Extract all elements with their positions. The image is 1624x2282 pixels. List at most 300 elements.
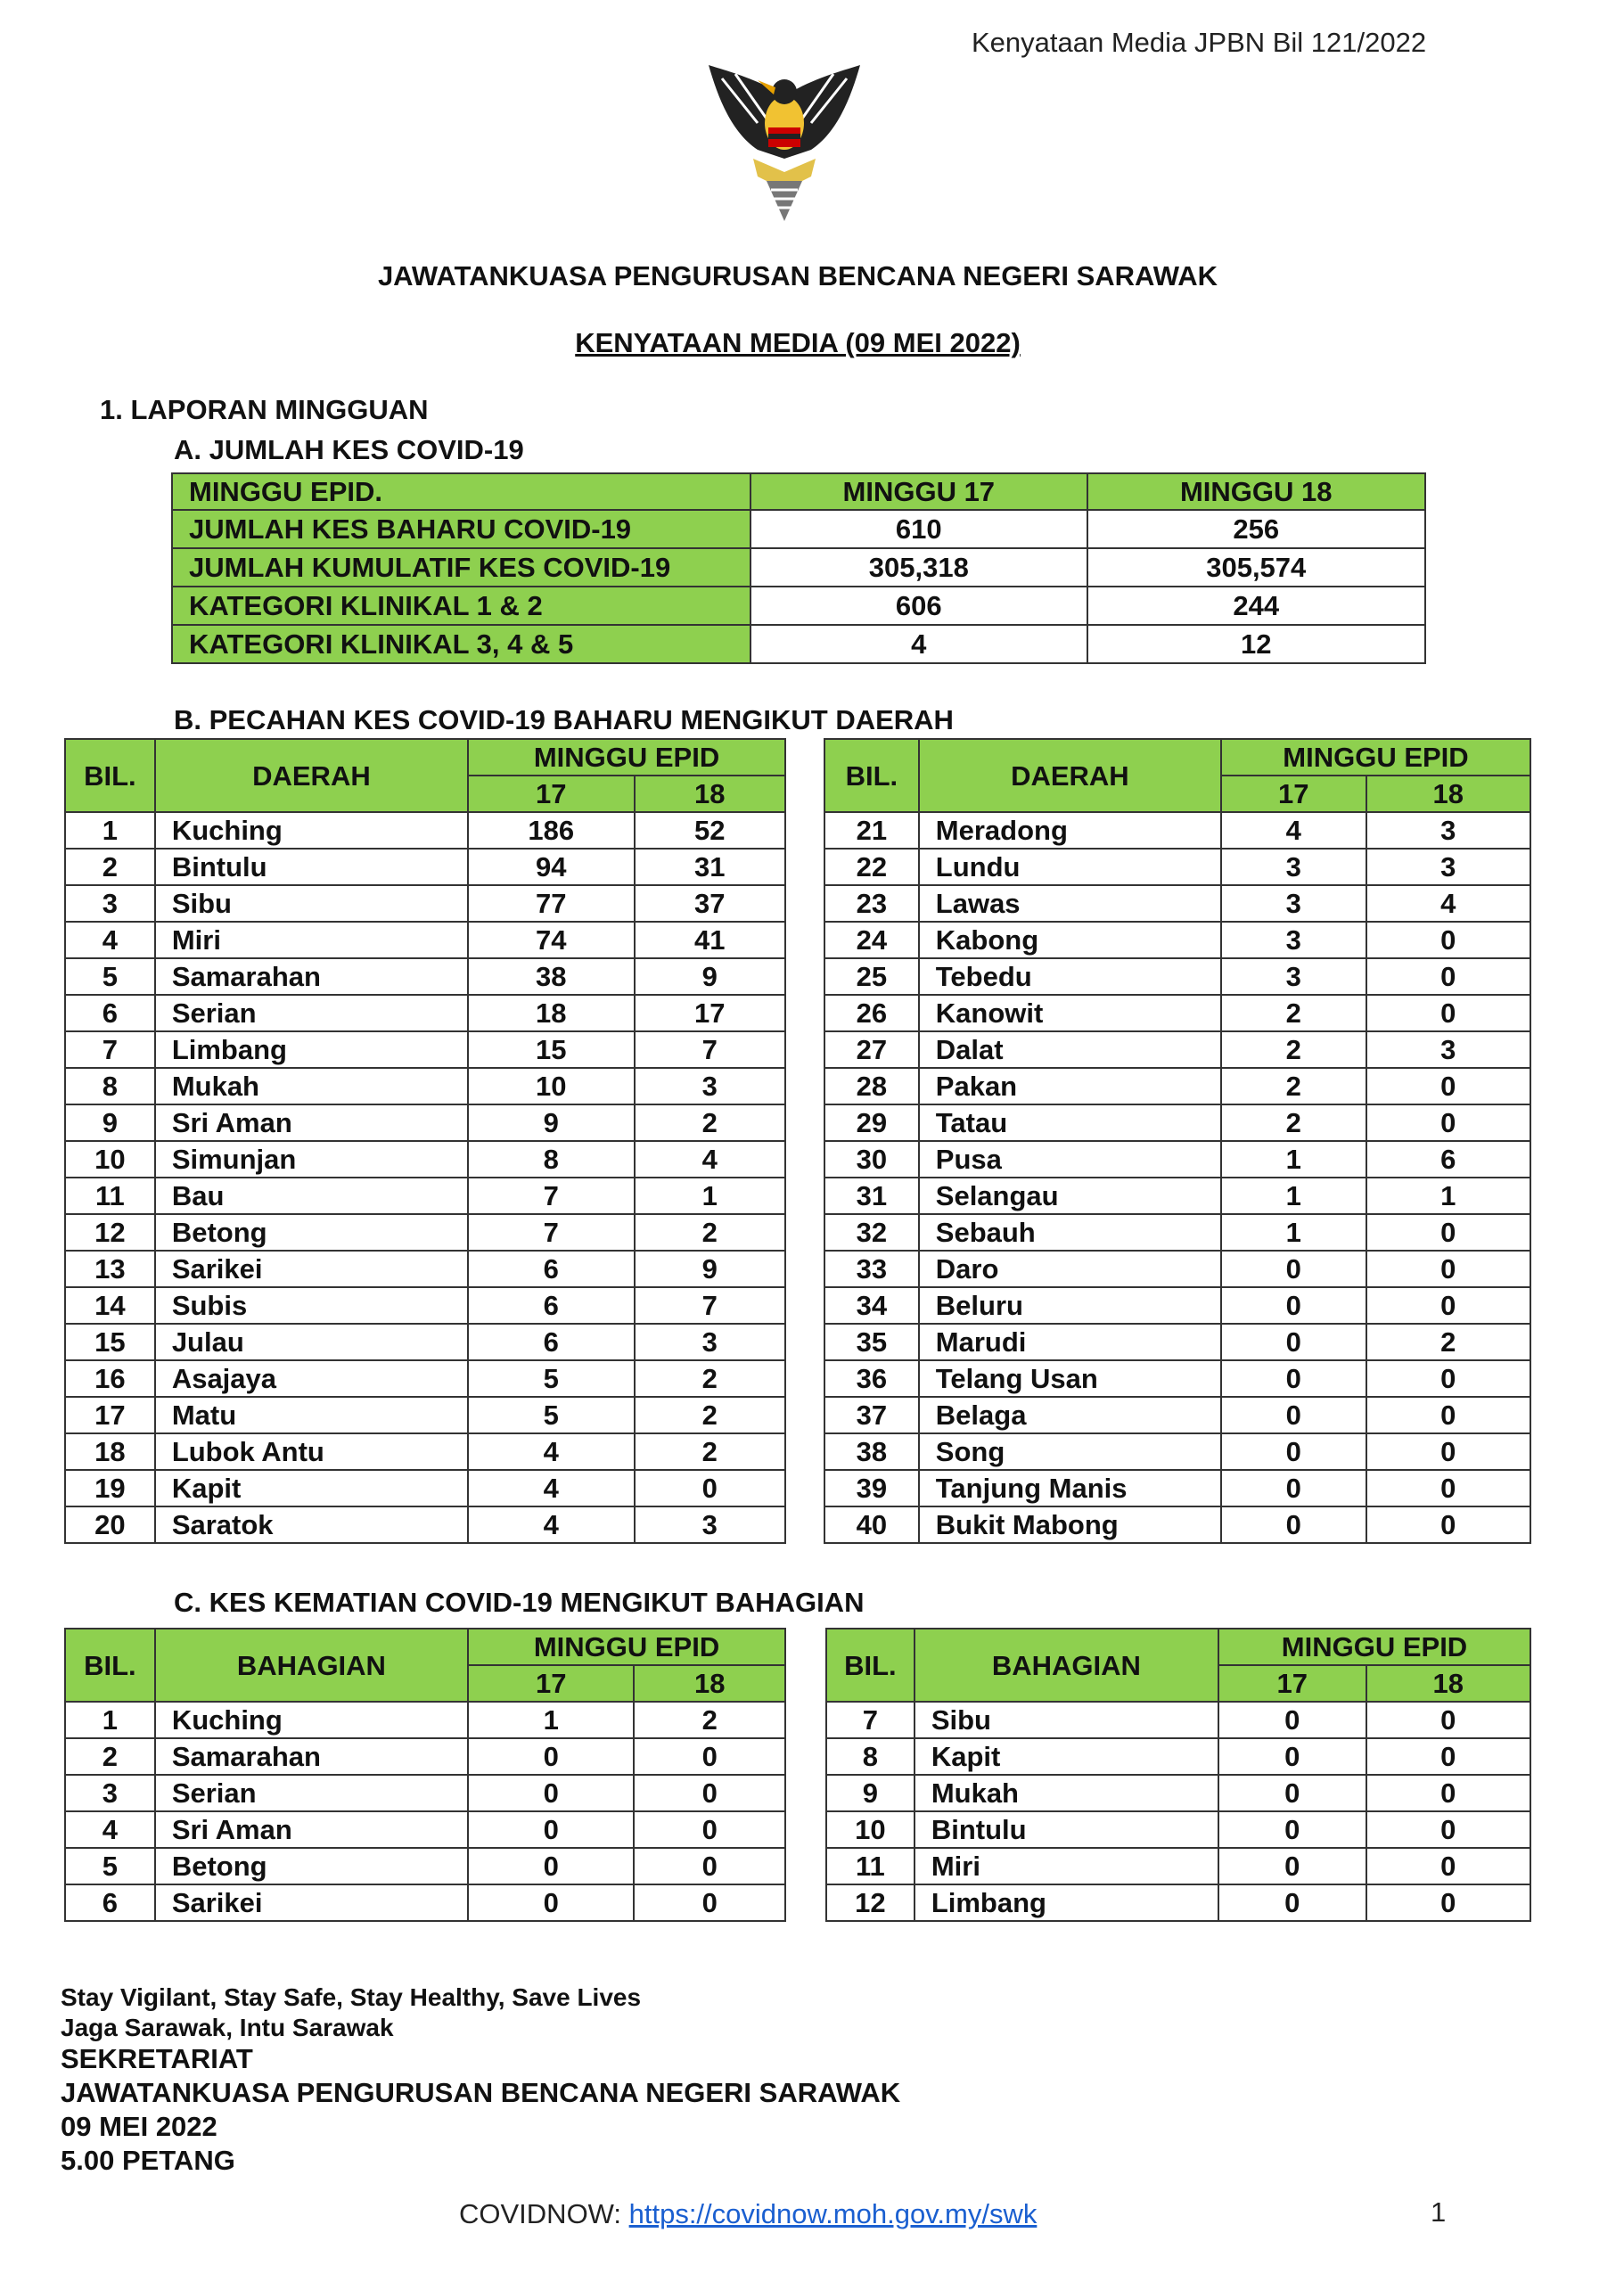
cell-bil: 18 — [65, 1433, 155, 1470]
cell-minggu-17: 305,318 — [750, 548, 1087, 587]
cell-week-17: 0 — [1221, 1287, 1366, 1324]
table-row — [824, 1031, 1530, 1068]
cell-week-18: 0 — [1366, 922, 1530, 958]
district-cases-table-left — [64, 738, 786, 1544]
cell-name: Bintulu — [915, 1811, 1218, 1848]
cell-week-18: 0 — [1366, 1214, 1530, 1251]
cell-week-18: 3 — [635, 1506, 785, 1543]
footer-secretariat: SEKRETARIAT — [61, 2043, 253, 2074]
cell-week-18: 0 — [1366, 1470, 1530, 1506]
cell-week-17: 5 — [468, 1397, 634, 1433]
table-row — [826, 1848, 1530, 1884]
table-header-row — [172, 473, 1425, 510]
cell-week-18: 7 — [635, 1031, 785, 1068]
cell-bil: 11 — [826, 1848, 915, 1884]
table-row — [824, 885, 1530, 922]
cell-week-17: 10 — [468, 1068, 634, 1104]
division-deaths-table-right — [825, 1628, 1531, 1922]
table-row — [65, 1360, 785, 1397]
table-row — [65, 958, 785, 995]
cell-week-17: 0 — [468, 1811, 634, 1848]
cell-bil: 20 — [65, 1506, 155, 1543]
cell-name: Limbang — [915, 1884, 1218, 1921]
cell-week-17: 1 — [1221, 1178, 1366, 1214]
cell-week-18: 3 — [1366, 1031, 1530, 1068]
cell-week-17: 0 — [468, 1848, 634, 1884]
cell-name: Daro — [919, 1251, 1221, 1287]
cell-bil: 5 — [65, 1848, 155, 1884]
cell-label: JUMLAH KES BAHARU COVID-19 — [172, 510, 750, 548]
header-name: BAHAGIAN — [915, 1629, 1218, 1702]
cell-bil: 14 — [65, 1287, 155, 1324]
cell-week-17: 4 — [468, 1470, 634, 1506]
cell-week-17: 6 — [468, 1324, 634, 1360]
cell-bil: 12 — [826, 1884, 915, 1921]
cell-label: KATEGORI KLINIKAL 3, 4 & 5 — [172, 625, 750, 663]
cell-name: Kanowit — [919, 995, 1221, 1031]
cell-name: Simunjan — [155, 1141, 468, 1178]
page-number: 1 — [1431, 2196, 1447, 2228]
table-row — [65, 1251, 785, 1287]
district-cases-table-right — [824, 738, 1531, 1544]
cell-week-18: 2 — [1366, 1324, 1530, 1360]
cell-bil: 10 — [65, 1141, 155, 1178]
cell-week-17: 2 — [1221, 1104, 1366, 1141]
table-row — [65, 1104, 785, 1141]
cell-week-17: 1 — [1221, 1141, 1366, 1178]
table-row — [65, 1738, 785, 1775]
table-row — [824, 958, 1530, 995]
cell-week-17: 0 — [1221, 1251, 1366, 1287]
cell-bil: 30 — [824, 1141, 919, 1178]
cell-bil: 37 — [824, 1397, 919, 1433]
cell-name: Asajaya — [155, 1360, 468, 1397]
cell-week-18: 0 — [1366, 1104, 1530, 1141]
cell-week-17: 186 — [468, 812, 634, 849]
cell-bil: 5 — [65, 958, 155, 995]
table-row — [826, 1702, 1530, 1738]
cell-name: Betong — [155, 1848, 468, 1884]
table-row — [172, 510, 1425, 548]
cell-name: Kuching — [155, 812, 468, 849]
cell-bil: 11 — [65, 1178, 155, 1214]
cell-week-18: 9 — [635, 1251, 785, 1287]
table-row — [65, 1470, 785, 1506]
cell-week-17: 3 — [1221, 885, 1366, 922]
table-row — [824, 1287, 1530, 1324]
cell-name: Serian — [155, 995, 468, 1031]
table-row — [824, 1251, 1530, 1287]
cell-week-18: 0 — [1366, 1068, 1530, 1104]
division-deaths-table-left — [64, 1628, 786, 1922]
header-name: DAERAH — [155, 739, 468, 812]
header-week-18: 18 — [634, 1665, 785, 1702]
cell-week-18: 2 — [635, 1360, 785, 1397]
table-row — [826, 1811, 1530, 1848]
cell-week-17: 6 — [468, 1287, 634, 1324]
table-row — [65, 885, 785, 922]
cell-week-18: 52 — [635, 812, 785, 849]
header-minggu-epid: MINGGU EPID. — [172, 473, 750, 510]
cell-week-18: 0 — [1366, 1287, 1530, 1324]
cell-name: Dalat — [919, 1031, 1221, 1068]
cell-bil: 38 — [824, 1433, 919, 1470]
cell-name: Lubok Antu — [155, 1433, 468, 1470]
cell-bil: 6 — [65, 1884, 155, 1921]
cell-bil: 39 — [824, 1470, 919, 1506]
header-bil: BIL. — [65, 1629, 155, 1702]
table-row — [824, 1324, 1530, 1360]
footer-date: 09 MEI 2022 — [61, 2111, 217, 2142]
cell-week-18: 31 — [635, 849, 785, 885]
table-row — [65, 1214, 785, 1251]
cell-week-18: 4 — [635, 1141, 785, 1178]
table-row — [824, 1360, 1530, 1397]
section-b-heading: B. PECAHAN KES COVID-19 BAHARU MENGIKUT DAERAH — [174, 704, 954, 735]
cell-bil: 13 — [65, 1251, 155, 1287]
sarawak-coat-of-arms-logo — [704, 61, 865, 226]
header-bil: BIL. — [826, 1629, 915, 1702]
cell-week-17: 0 — [1221, 1433, 1366, 1470]
cell-minggu-18: 244 — [1087, 587, 1425, 625]
header-bil: BIL. — [824, 739, 919, 812]
cell-week-18: 3 — [635, 1068, 785, 1104]
cell-name: Sarikei — [155, 1884, 468, 1921]
cell-week-17: 77 — [468, 885, 634, 922]
cell-bil: 9 — [826, 1775, 915, 1811]
header-week-17: 17 — [1218, 1665, 1366, 1702]
header-minggu-epid: MINGGU EPID — [1221, 739, 1530, 776]
cell-name: Subis — [155, 1287, 468, 1324]
cell-bil: 6 — [65, 995, 155, 1031]
header-week-18: 18 — [1366, 776, 1530, 812]
cell-name: Betong — [155, 1214, 468, 1251]
cell-week-17: 0 — [468, 1738, 634, 1775]
cell-bil: 16 — [65, 1360, 155, 1397]
cell-week-18: 4 — [1366, 885, 1530, 922]
cell-name: Selangau — [919, 1178, 1221, 1214]
cell-name: Bukit Mabong — [919, 1506, 1221, 1543]
table-row — [65, 1141, 785, 1178]
cell-week-17: 94 — [468, 849, 634, 885]
table-row — [824, 1470, 1530, 1506]
cell-minggu-18: 305,574 — [1087, 548, 1425, 587]
cell-week-18: 0 — [1366, 1360, 1530, 1397]
footer-slogan-1: Stay Vigilant, Stay Safe, Stay Healthy, Save Lives — [61, 1983, 642, 2011]
table-row — [65, 1884, 785, 1921]
cell-week-17: 0 — [468, 1775, 634, 1811]
cell-name: Limbang — [155, 1031, 468, 1068]
cell-name: Julau — [155, 1324, 468, 1360]
cell-label: KATEGORI KLINIKAL 1 & 2 — [172, 587, 750, 625]
cell-name: Samarahan — [155, 958, 468, 995]
cell-week-18: 0 — [634, 1848, 785, 1884]
table-row — [824, 849, 1530, 885]
table-row — [65, 1287, 785, 1324]
cell-week-17: 0 — [1218, 1702, 1366, 1738]
cell-week-17: 4 — [1221, 812, 1366, 849]
cell-name: Kapit — [155, 1470, 468, 1506]
cell-bil: 28 — [824, 1068, 919, 1104]
header-week-17: 17 — [468, 1665, 634, 1702]
cell-week-18: 0 — [635, 1470, 785, 1506]
cell-week-17: 9 — [468, 1104, 634, 1141]
cell-week-18: 9 — [635, 958, 785, 995]
cell-name: Meradong — [919, 812, 1221, 849]
table-row — [65, 1433, 785, 1470]
covidnow-link[interactable]: https://covidnow.moh.gov.my/swk — [628, 2198, 1038, 2229]
cell-name: Song — [919, 1433, 1221, 1470]
cell-name: Samarahan — [155, 1738, 468, 1775]
cell-name: Sebauh — [919, 1214, 1221, 1251]
cell-bil: 31 — [824, 1178, 919, 1214]
table-row — [65, 812, 785, 849]
cell-week-18: 0 — [634, 1811, 785, 1848]
cell-week-18: 41 — [635, 922, 785, 958]
cell-bil: 22 — [824, 849, 919, 885]
cell-bil: 4 — [65, 1811, 155, 1848]
cell-minggu-18: 12 — [1087, 625, 1425, 663]
cell-week-18: 3 — [635, 1324, 785, 1360]
cell-week-17: 4 — [468, 1433, 634, 1470]
cell-bil: 40 — [824, 1506, 919, 1543]
table-row — [824, 922, 1530, 958]
covidnow-label: COVIDNOW: — [459, 2198, 629, 2229]
cell-name: Sibu — [155, 885, 468, 922]
header-minggu-epid: MINGGU EPID — [468, 1629, 785, 1665]
header-name: BAHAGIAN — [155, 1629, 468, 1702]
table-row — [826, 1738, 1530, 1775]
cell-bil: 34 — [824, 1287, 919, 1324]
cell-week-18: 0 — [1366, 1884, 1530, 1921]
cell-name: Miri — [915, 1848, 1218, 1884]
cell-name: Tanjung Manis — [919, 1470, 1221, 1506]
table-row — [65, 1397, 785, 1433]
table-row — [172, 548, 1425, 587]
cell-week-17: 0 — [1218, 1884, 1366, 1921]
cell-bil: 2 — [65, 1738, 155, 1775]
cell-week-18: 0 — [1366, 1702, 1530, 1738]
cell-week-17: 4 — [468, 1506, 634, 1543]
section-1-heading: 1. LAPORAN MINGGUAN — [100, 394, 429, 425]
document-title: JAWATANKUASA PENGURUSAN BENCANA NEGERI SARAWAK — [377, 260, 1218, 291]
table-header-row — [824, 739, 1530, 776]
cell-week-17: 0 — [1218, 1738, 1366, 1775]
cell-week-17: 3 — [1221, 958, 1366, 995]
cell-name: Mukah — [915, 1775, 1218, 1811]
table-row — [65, 1068, 785, 1104]
cell-name: Bau — [155, 1178, 468, 1214]
document-subtitle: KENYATAAN MEDIA (09 MEI 2022) — [575, 327, 1021, 358]
cell-name: Tebedu — [919, 958, 1221, 995]
cell-bil: 29 — [824, 1104, 919, 1141]
table-row — [65, 1324, 785, 1360]
cell-bil: 2 — [65, 849, 155, 885]
table-row — [824, 1141, 1530, 1178]
cell-week-18: 2 — [635, 1214, 785, 1251]
cell-week-17: 1 — [468, 1702, 634, 1738]
cell-name: Pakan — [919, 1068, 1221, 1104]
table-row — [826, 1775, 1530, 1811]
cell-week-17: 7 — [468, 1178, 634, 1214]
table-row — [65, 849, 785, 885]
header-week-18: 18 — [1366, 1665, 1530, 1702]
table-row — [65, 1775, 785, 1811]
cell-bil: 1 — [65, 1702, 155, 1738]
table-row — [65, 1178, 785, 1214]
table-row — [826, 1884, 1530, 1921]
cell-week-18: 0 — [1366, 1433, 1530, 1470]
cell-week-18: 0 — [1366, 1506, 1530, 1543]
cell-bil: 21 — [824, 812, 919, 849]
cell-week-17: 18 — [468, 995, 634, 1031]
table-row — [65, 1702, 785, 1738]
cell-week-18: 0 — [1366, 1775, 1530, 1811]
cell-week-18: 0 — [634, 1775, 785, 1811]
cell-bil: 1 — [65, 812, 155, 849]
cell-week-18: 0 — [634, 1738, 785, 1775]
cell-name: Belaga — [919, 1397, 1221, 1433]
cell-week-17: 0 — [468, 1884, 634, 1921]
cell-name: Lundu — [919, 849, 1221, 885]
section-a-heading: A. JUMLAH KES COVID-19 — [174, 434, 524, 465]
cell-bil: 7 — [826, 1702, 915, 1738]
cell-bil: 25 — [824, 958, 919, 995]
header-minggu-18: MINGGU 18 — [1087, 473, 1425, 510]
cell-bil: 8 — [826, 1738, 915, 1775]
header-bil: BIL. — [65, 739, 155, 812]
cell-week-18: 2 — [634, 1702, 785, 1738]
weekly-cases-table — [171, 472, 1426, 664]
cell-week-18: 3 — [1366, 812, 1530, 849]
cell-name: Serian — [155, 1775, 468, 1811]
cell-week-17: 0 — [1221, 1506, 1366, 1543]
cell-week-17: 7 — [468, 1214, 634, 1251]
cell-week-18: 0 — [1366, 1811, 1530, 1848]
table-header-row — [65, 739, 785, 776]
footer-slogan-2: Jaga Sarawak, Intu Sarawak — [61, 2014, 394, 2041]
cell-name: Kapit — [915, 1738, 1218, 1775]
cell-week-17: 0 — [1218, 1811, 1366, 1848]
table-row — [824, 995, 1530, 1031]
media-statement-reference: Kenyataan Media JPBN Bil 121/2022 — [972, 27, 1427, 58]
cell-week-18: 1 — [635, 1178, 785, 1214]
header-name: DAERAH — [919, 739, 1221, 812]
cell-name: Sarikei — [155, 1251, 468, 1287]
cell-week-18: 0 — [1366, 1848, 1530, 1884]
cell-bil: 35 — [824, 1324, 919, 1360]
cell-week-18: 2 — [635, 1433, 785, 1470]
cell-week-18: 0 — [1366, 995, 1530, 1031]
table-row — [172, 625, 1425, 663]
cell-week-18: 0 — [1366, 958, 1530, 995]
cell-week-17: 2 — [1221, 1031, 1366, 1068]
cell-minggu-18: 256 — [1087, 510, 1425, 548]
cell-week-17: 3 — [1221, 922, 1366, 958]
cell-week-17: 8 — [468, 1141, 634, 1178]
cell-bil: 33 — [824, 1251, 919, 1287]
cell-name: Sibu — [915, 1702, 1218, 1738]
cell-bil: 3 — [65, 1775, 155, 1811]
cell-bil: 26 — [824, 995, 919, 1031]
cell-bil: 23 — [824, 885, 919, 922]
cell-week-17: 0 — [1221, 1470, 1366, 1506]
table-row — [65, 922, 785, 958]
table-row — [65, 1031, 785, 1068]
table-row — [65, 1848, 785, 1884]
cell-name: Sri Aman — [155, 1104, 468, 1141]
cell-bil: 12 — [65, 1214, 155, 1251]
cell-week-17: 3 — [1221, 849, 1366, 885]
cell-name: Telang Usan — [919, 1360, 1221, 1397]
cell-week-18: 0 — [1366, 1397, 1530, 1433]
table-row — [65, 1506, 785, 1543]
cell-week-18: 2 — [635, 1104, 785, 1141]
header-week-18: 18 — [635, 776, 785, 812]
table-header-row — [65, 1629, 785, 1665]
cell-week-17: 0 — [1218, 1775, 1366, 1811]
cell-bil: 24 — [824, 922, 919, 958]
cell-week-17: 15 — [468, 1031, 634, 1068]
cell-name: Tatau — [919, 1104, 1221, 1141]
cell-week-18: 7 — [635, 1287, 785, 1324]
cell-week-17: 1 — [1221, 1214, 1366, 1251]
cell-week-18: 6 — [1366, 1141, 1530, 1178]
cell-label: JUMLAH KUMULATIF KES COVID-19 — [172, 548, 750, 587]
table-row — [824, 1214, 1530, 1251]
cell-week-17: 0 — [1218, 1848, 1366, 1884]
cell-bil: 10 — [826, 1811, 915, 1848]
cell-name: Miri — [155, 922, 468, 958]
cell-bil: 4 — [65, 922, 155, 958]
cell-bil: 3 — [65, 885, 155, 922]
table-row — [824, 1397, 1530, 1433]
cell-bil: 27 — [824, 1031, 919, 1068]
table-row — [65, 1811, 785, 1848]
table-row — [824, 1068, 1530, 1104]
cell-week-18: 1 — [1366, 1178, 1530, 1214]
cell-week-18: 0 — [1366, 1738, 1530, 1775]
cell-week-18: 0 — [634, 1884, 785, 1921]
cell-bil: 9 — [65, 1104, 155, 1141]
covidnow-line — [459, 2198, 1037, 2230]
cell-week-17: 74 — [468, 922, 634, 958]
cell-bil: 8 — [65, 1068, 155, 1104]
table-row — [824, 1506, 1530, 1543]
cell-bil: 19 — [65, 1470, 155, 1506]
cell-name: Beluru — [919, 1287, 1221, 1324]
table-row — [824, 1104, 1530, 1141]
cell-name: Kabong — [919, 922, 1221, 958]
cell-week-17: 0 — [1221, 1397, 1366, 1433]
cell-name: Bintulu — [155, 849, 468, 885]
cell-name: Lawas — [919, 885, 1221, 922]
cell-bil: 32 — [824, 1214, 919, 1251]
cell-name: Pusa — [919, 1141, 1221, 1178]
cell-week-17: 6 — [468, 1251, 634, 1287]
cell-week-17: 38 — [468, 958, 634, 995]
cell-minggu-17: 606 — [750, 587, 1087, 625]
cell-name: Saratok — [155, 1506, 468, 1543]
cell-week-18: 3 — [1366, 849, 1530, 885]
cell-week-18: 2 — [635, 1397, 785, 1433]
table-row — [172, 587, 1425, 625]
table-header-row — [826, 1629, 1530, 1665]
cell-bil: 15 — [65, 1324, 155, 1360]
footer-time: 5.00 PETANG — [61, 2145, 235, 2176]
cell-bil: 17 — [65, 1397, 155, 1433]
cell-name: Kuching — [155, 1702, 468, 1738]
